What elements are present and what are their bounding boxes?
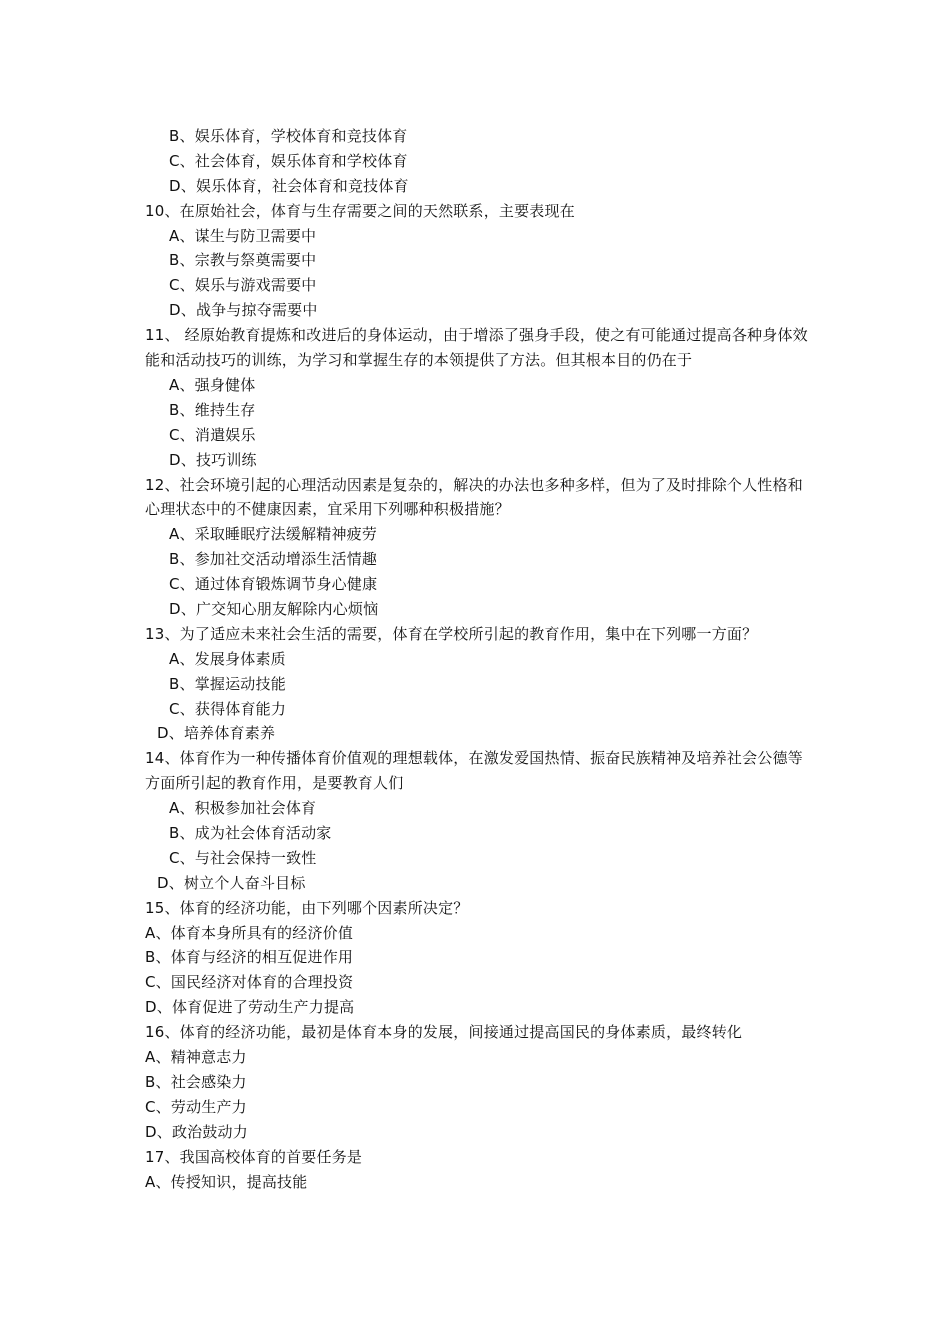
option-10b: B、宗教与祭奠需要中 xyxy=(169,251,317,270)
question-15: 15、体育的经济功能，由下列哪个因素所决定？ xyxy=(145,898,469,917)
option-9b: B、娱乐体育，学校体育和竞技体育 xyxy=(169,127,408,145)
option-16a: A、精神意志力 xyxy=(145,1048,247,1067)
option-10c: C、娱乐与游戏需要中 xyxy=(169,276,317,295)
option-16c: C、劳动生产力 xyxy=(145,1097,247,1116)
option-9d: D、娱乐体育，社会体育和竞技体育 xyxy=(169,176,409,195)
exam-text-body xyxy=(145,124,813,1194)
option-11b: B、维持生存 xyxy=(169,400,256,419)
option-15b: B、体育与经济的相互促进作用 xyxy=(145,948,354,967)
question-11: 11、 经原始教育提炼和改进后的身体运动，由于增添了强身手段，使之有可能通过提高各种身体效能和活动技巧的训练，为学习和掌握生存的本领提供了方法。但其根本目的仍在于 xyxy=(145,326,808,370)
option-11d: D、技巧训练 xyxy=(169,450,257,469)
option-12a: A、采取睡眠疗法缓解精神疲劳 xyxy=(169,525,378,544)
option-12c: C、通过体育锻炼调节身心健康 xyxy=(169,575,378,594)
option-15a: A、体育本身所具有的经济价值 xyxy=(145,923,354,942)
question-16: 16、体育的经济功能，最初是体育本身的发展，间接通过提高国民的身体素质，最终转化 xyxy=(145,1023,743,1042)
option-14b: B、成为社会体育活动家 xyxy=(169,824,332,843)
option-14c: C、与社会保持一致性 xyxy=(169,848,317,867)
option-10d: D、战争与掠夺需要中 xyxy=(169,301,318,320)
question-10: 10、在原始社会，体育与生存需要之间的天然联系，主要表现在 xyxy=(145,201,575,220)
option-16b: B、社会感染力 xyxy=(145,1072,247,1091)
option-17a: A、传授知识，提高技能 xyxy=(145,1172,308,1191)
option-13c: C、获得体育能力 xyxy=(169,699,287,718)
option-12b: B、参加社交活动增添生活情趣 xyxy=(169,550,378,569)
option-13d: D、培养体育素养 xyxy=(157,724,276,743)
option-16d: D、政治鼓动力 xyxy=(145,1122,248,1141)
option-14d: D、树立个人奋斗目标 xyxy=(157,873,306,892)
question-14: 14、体育作为一种传播体育价值观的理想载体，在激发爱国热情、振奋民族精神及培养社会公德等方面所引起的教育作用，是要教育人们 xyxy=(145,749,803,793)
question-12: 12、社会环境引起的心理活动因素是复杂的，解决的办法也多种多样，但为了及时排除个人性格和心理状态中的不健康因素，宜采用下列哪种积极措施？ xyxy=(145,475,803,519)
option-15d: D、体育促进了劳动生产力提高 xyxy=(145,998,355,1017)
option-9c: C、社会体育，娱乐体育和学校体育 xyxy=(169,151,408,170)
option-13b: B、掌握运动技能 xyxy=(169,674,286,693)
option-11c: C、消遣娱乐 xyxy=(169,425,256,444)
question-13: 13、为了适应未来社会生活的需要，体育在学校所引起的教育作用，集中在下列哪一方面？ xyxy=(145,624,758,643)
option-15c: C、国民经济对体育的合理投资 xyxy=(145,973,354,992)
option-12d: D、广交知心朋友解除内心烦恼 xyxy=(169,599,379,618)
option-11a: A、强身健体 xyxy=(169,375,256,394)
question-17: 17、我国高校体育的首要任务是 xyxy=(145,1147,363,1166)
option-10a: A、谋生与防卫需要中 xyxy=(169,226,317,245)
option-14a: A、积极参加社会体育 xyxy=(169,799,317,818)
option-13a: A、发展身体素质 xyxy=(169,649,286,668)
